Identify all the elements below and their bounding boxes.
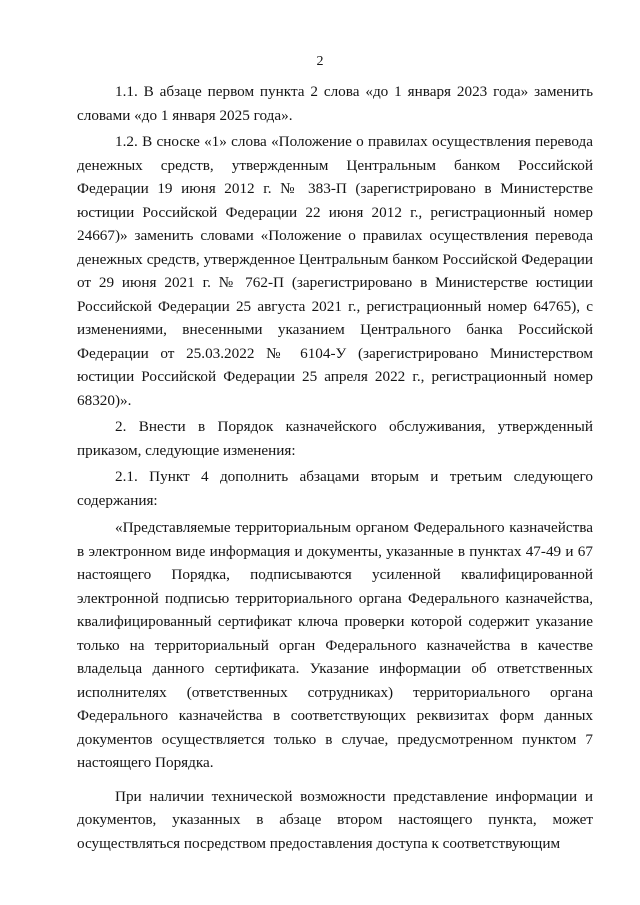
document-body xyxy=(77,80,593,855)
paragraph-quoted-1: «Представляемые территориальным органом Федерального казначейства в электронном виде информация и документы, указанные в пунктах 47-49 и 67 настоящего Порядка, подписываются усиленной квалифицированной электронной подписью территориального органа Федерального казначейства, квалифицированный сертификат ключа проверки которой содержит указание только на территориальный орган Федерального казначейства в качестве владельца данного сертификата. Указание информации об ответственных исполнителях (ответственных сотрудниках) территориального органа Федерального казначейства в соответствующих реквизитах форм данных документов осуществляется только в случае, предусмотренном пунктом 7 настоящего Порядка. xyxy=(77,519,593,771)
page-number: 2 xyxy=(316,54,324,69)
paragraph-2: 2. Внести в Порядок казначейского обслуживания, утвержденный приказом, следующие изменения: xyxy=(77,418,593,459)
paragraph-quoted-2: При наличии технической возможности представление информации и документов, указанных в абзаце втором настоящего пункта, может осуществляться посредством предоставления доступа к соответствующим xyxy=(77,787,593,852)
paragraph-1-2: 1.2. В сноске «1» слова «Положение о правилах осуществления перевода денежных средств, утвержденным Центральным банком Российской Федерации 19 июня 2012 г. № 383-П (зарегистрировано в Министерстве юстиции Российской Федерации 22 июня 2012 г., регистрационный номер 24667)» заменить словами «Положение о правилах осуществления перевода денежных средств, утвержденное Центральным банком Российской Федерации от 29 июня 2021 г. № 762-П (зарегистрировано в Министерстве юстиции Российской Федерации 25 августа 2021 г., регистрационный номер 64765), с изменениями, внесенными указанием Центрального банка Российской Федерации от 25.03.2022 № 6104-У (зарегистрировано Министерством юстиции Российской Федерации 25 апреля 2022 г., регистрационный номер 68320)». xyxy=(77,133,593,409)
paragraph-2-1: 2.1. Пункт 4 дополнить абзацами вторым и третьим следующего содержания: xyxy=(77,468,593,509)
paragraph-1-1: 1.1. В абзаце первом пункта 2 слова «до 1 января 2023 года» заменить словами «до 1 января 2025 года». xyxy=(77,83,593,124)
